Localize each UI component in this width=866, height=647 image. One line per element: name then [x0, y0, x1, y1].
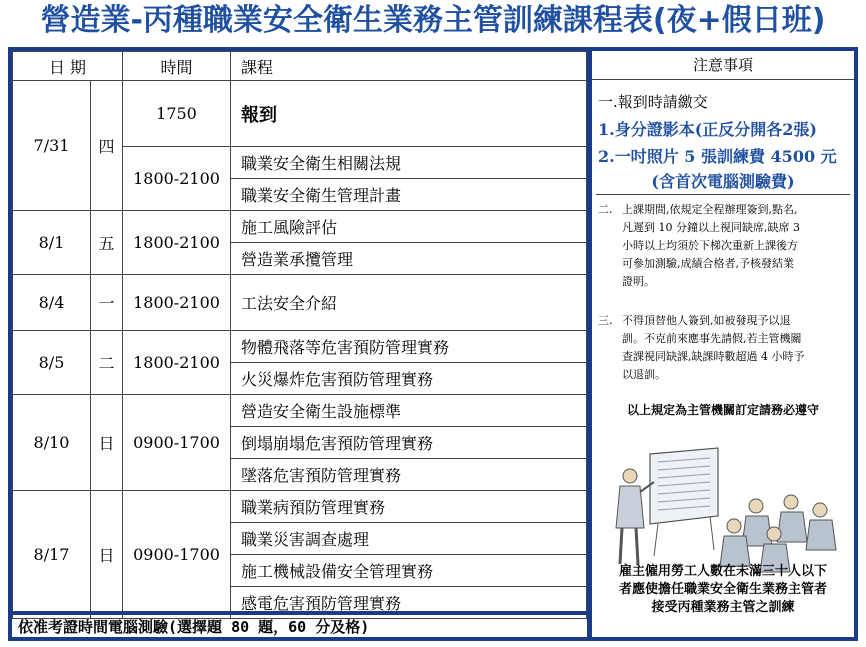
note-item-3 [598, 312, 850, 384]
note-number: 三. [598, 314, 613, 327]
note-number: 二. [598, 203, 613, 216]
divider [596, 194, 850, 195]
notes-panel [592, 51, 854, 637]
schedule-panel [12, 51, 587, 637]
note-item-2 [598, 201, 850, 291]
course-cell: 職業安全衛生管理計畫 [231, 179, 587, 211]
weekday-cell: 一 [91, 275, 123, 331]
note-item-1: 一.報到時請繳交 [598, 93, 708, 111]
header-time: 時間 [123, 52, 231, 81]
time-cell: 1800-2100 [123, 211, 231, 275]
notice-line: 接受丙種業務主管之訓練 [651, 600, 795, 615]
notice-line: 雇主僱用勞工人數在未滿三十人以下 [618, 564, 827, 579]
page-title: 營造業-丙種職業安全衛生業務主管訓練課程表(夜+假日班) [40, 3, 826, 38]
table-row [13, 491, 587, 523]
weekday-cell: 五 [91, 211, 123, 275]
note-line: 上課期間,依規定全程辦理簽到,點名, [622, 203, 798, 216]
weekday-cell: 日 [91, 395, 123, 491]
course-cell: 營造業承攬管理 [231, 243, 587, 275]
course-cell: 職業災害調查處理 [231, 523, 587, 555]
note-line: 凡遲到 10 分鐘以上視同缺席,缺席 3 [622, 221, 800, 234]
header-date: 日 期 [13, 52, 123, 81]
course-cell: 職業安全衛生相關法規 [231, 147, 587, 179]
time-cell: 1800-2100 [123, 275, 231, 331]
course-cell: 物體飛落等危害預防管理實務 [231, 331, 587, 363]
note-line: 證明。 [622, 275, 655, 288]
note-line: 可參加測驗,成績合格者,予核發結業 [622, 257, 794, 270]
course-cell: 施工風險評估 [231, 211, 587, 243]
date-cell: 7/31 [13, 81, 91, 211]
table-row [13, 395, 587, 427]
weekday-cell: 四 [91, 81, 123, 211]
exam-note: 依准考證時間電腦測驗(選擇題 80 題，60 分及格) [12, 611, 587, 637]
table-row [13, 275, 587, 331]
weekday-cell: 日 [91, 491, 123, 619]
note-item-1c: (含首次電腦測驗費) [651, 172, 795, 191]
course-cell: 火災爆炸危害預防管理實務 [231, 363, 587, 395]
weekday-cell: 二 [91, 331, 123, 395]
time-cell: 1800-2100 [123, 147, 231, 211]
time-cell: 1750 [123, 81, 231, 147]
employer-notice [592, 563, 854, 617]
course-cell: 職業病預防管理實務 [231, 491, 587, 523]
course-cell: 營造安全衛生設施標準 [231, 395, 587, 427]
course-cell: 感電危害預防管理實務 [231, 587, 587, 619]
note-item-1a: 1.身分證影本(正反分開各2張) [598, 120, 817, 139]
date-cell: 8/4 [13, 275, 91, 331]
course-cell: 施工機械設備安全管理實務 [231, 555, 587, 587]
course-cell: 工法安全介紹 [231, 275, 587, 331]
schedule-table [12, 51, 587, 619]
notes-header: 注意事項 [592, 51, 854, 80]
header-course: 課程 [231, 52, 587, 81]
date-cell: 8/17 [13, 491, 91, 619]
notice-line: 者應使擔任職業安全衛生業務主管者 [618, 582, 827, 597]
note-line: 小時以上均須於下梯次重新上課後方 [622, 239, 798, 252]
time-cell: 0900-1700 [123, 395, 231, 491]
table-row [13, 211, 587, 243]
note-item-1b: 2.一吋照片 5 張訓練費 4500 元 [598, 147, 837, 166]
note-line: 不得頂替他人簽到,如被發現予以退 [622, 314, 791, 327]
course-cell: 倒塌崩塌危害預防管理實務 [231, 427, 587, 459]
note-line: 訓。不克前來應事先請假,若主管機關 [622, 332, 802, 345]
date-cell: 8/5 [13, 331, 91, 395]
time-cell: 0900-1700 [123, 491, 231, 619]
course-cell: 墜落危害預防管理實務 [231, 459, 587, 491]
table-row [13, 331, 587, 363]
date-cell: 8/10 [13, 395, 91, 491]
date-cell: 8/1 [13, 211, 91, 275]
table-header-row [13, 52, 587, 81]
note-line: 查課視同缺課,缺課時數超過 4 小時予 [622, 350, 805, 363]
course-cell: 報到 [231, 81, 587, 147]
table-row [13, 81, 587, 147]
time-cell: 1800-2100 [123, 331, 231, 395]
note-line: 以退訓。 [622, 368, 666, 381]
rule-note: 以上規定為主管機關訂定請務必遵守 [626, 403, 819, 417]
